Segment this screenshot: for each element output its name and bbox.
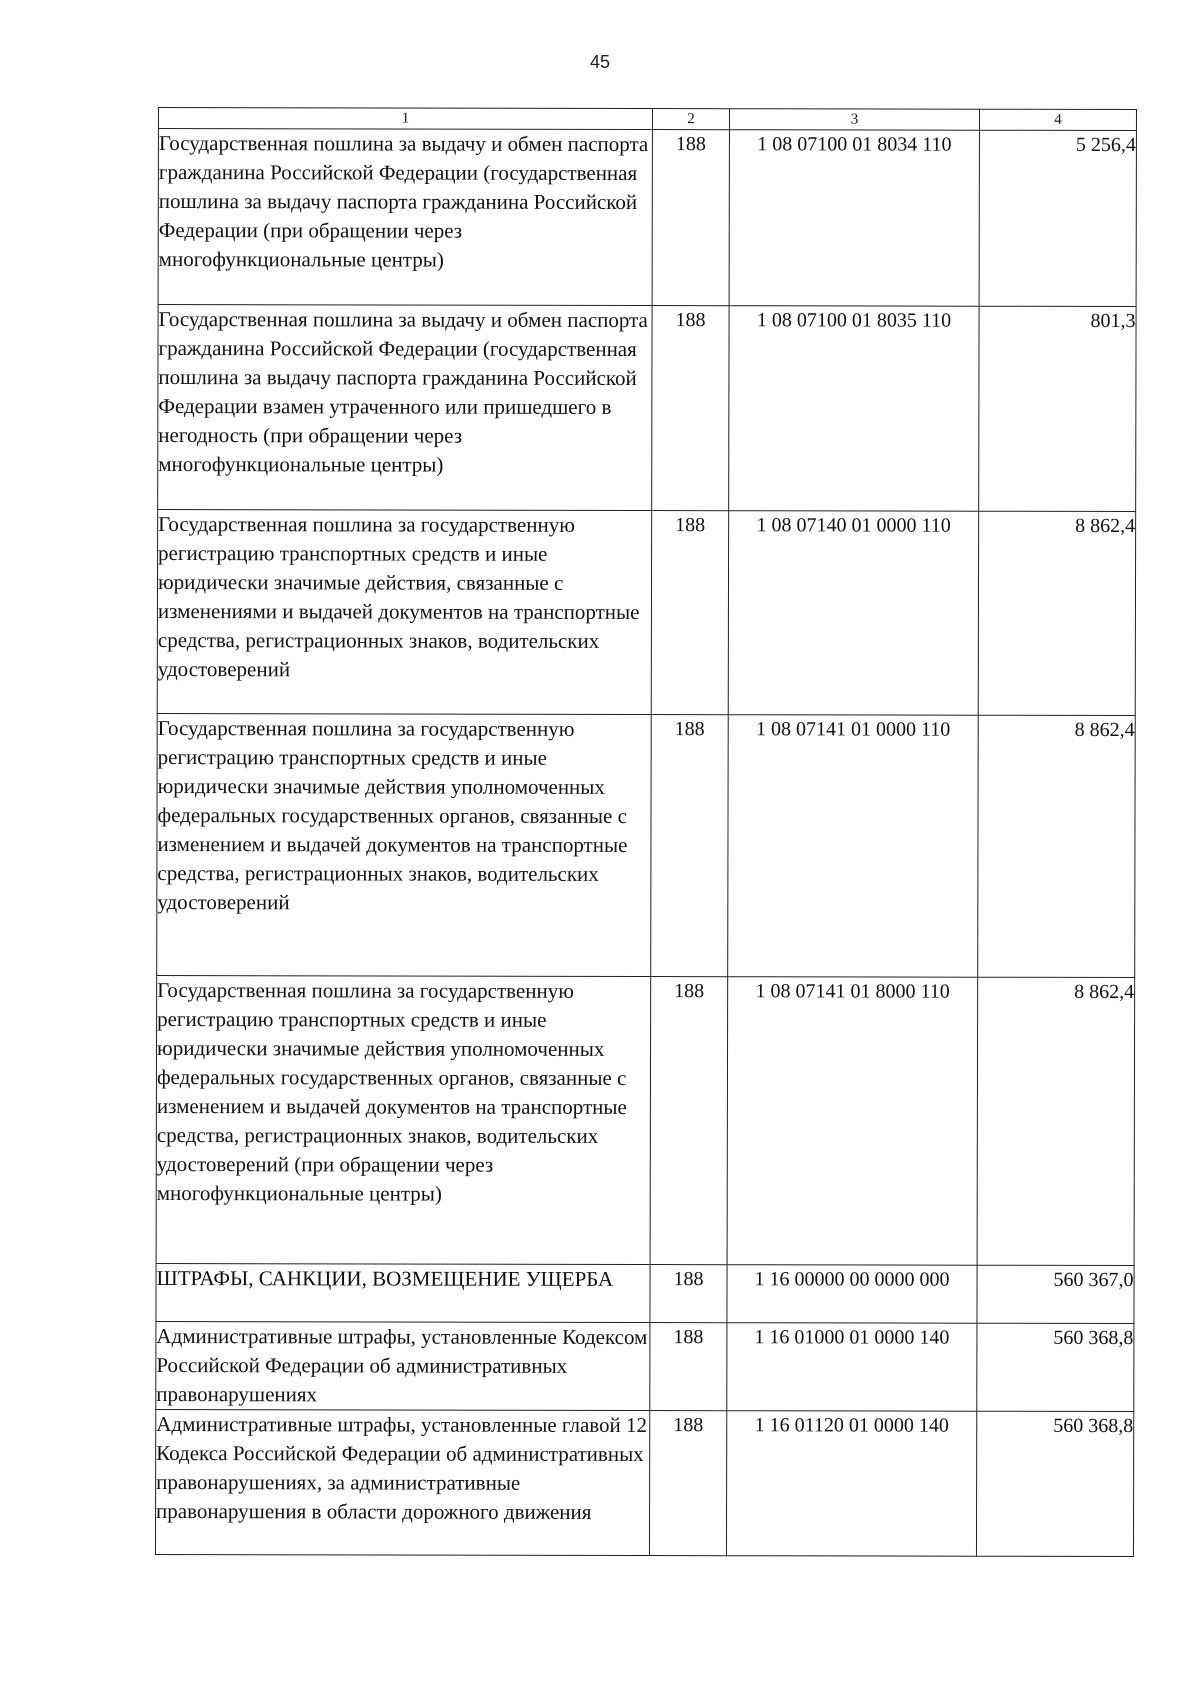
admin-code: 188 [651, 715, 729, 977]
table-row [156, 1321, 1134, 1411]
amount: 5 256,4 [979, 130, 1136, 306]
admin-code: 188 [652, 306, 729, 511]
budget-classification-code: 1 16 01000 01 0000 140 [727, 1323, 977, 1412]
budget-classification-code: 1 08 07141 01 0000 110 [728, 715, 979, 978]
admin-code: 188 [650, 1265, 727, 1323]
budget-revenue-table [155, 107, 1137, 1557]
admin-code: 188 [650, 1323, 727, 1411]
budget-classification-code: 1 08 07100 01 8035 110 [729, 306, 979, 512]
table-row [158, 305, 1136, 512]
revenue-description: Государственная пошлина за выдачу и обмен паспорта гражданина Российской Федерации (государственная пошлина за выдачу паспорта гражданина Российской Федерации (при обращении через многофункциональные центры) [158, 129, 652, 306]
page-number: 45 [589, 52, 611, 72]
budget-classification-code: 1 08 07100 01 8034 110 [729, 130, 979, 307]
column-header-4: 4 [979, 109, 1136, 130]
table-row [157, 510, 1135, 716]
table-header-row [158, 108, 1136, 131]
amount: 560 368,8 [976, 1411, 1133, 1556]
budget-classification-code: 1 08 07140 01 0000 110 [728, 511, 978, 716]
amount: 8 862,4 [978, 715, 1136, 977]
table-row [155, 1409, 1133, 1556]
budget-classification-code: 1 16 00000 00 0000 000 [727, 1265, 977, 1324]
budget-classification-code: 1 08 07141 01 8000 110 [727, 977, 978, 1266]
admin-code: 188 [649, 1411, 726, 1556]
column-header-3: 3 [729, 109, 979, 131]
amount: 560 368,8 [977, 1323, 1134, 1411]
budget-classification-code: 1 16 01120 01 0000 140 [726, 1411, 976, 1557]
revenue-description: Государственная пошлина за выдачу и обмен паспорта гражданина Российской Федерации (государственная пошлина за выдачу паспорта гражданина Российской Федерации взамен утраченного или пришедшего в негодность (при обращении через многофункциональные центры) [158, 305, 652, 511]
revenue-description: ШТРАФЫ, САНКЦИИ, ВОЗМЕЩЕНИЕ УЩЕРБА [156, 1263, 650, 1322]
revenue-description: Административные штрафы, установленные главой 12 Кодекса Российской Федерации об административных правонарушениях, за административные правонарушения в области дорожного движения [155, 1409, 649, 1555]
amount: 560 367,0 [977, 1265, 1134, 1323]
admin-code: 188 [650, 977, 728, 1265]
amount: 801,3 [979, 306, 1136, 511]
column-header-2: 2 [652, 109, 729, 130]
revenue-description: Государственная пошлина за государственную регистрацию транспортных средств и иные юридически значимые действия, связанные с изменениями и выдачей документов на транспортные средства, регистрационных знаков, водительских удостоверений [157, 510, 651, 715]
table-row [158, 129, 1136, 307]
revenue-description: Государственная пошлина за государственную регистрацию транспортных средств и иные юридически значимые действия уполномоченных федеральных государственных органов, связанные с изменением и выдачей документов на транспортные средства, регистрационных знаков, водительских удостоверений [157, 713, 652, 976]
amount: 8 862,4 [977, 977, 1135, 1265]
table-row [156, 1263, 1134, 1323]
column-header-1: 1 [158, 108, 652, 130]
admin-code: 188 [652, 130, 729, 306]
admin-code: 188 [651, 511, 728, 715]
revenue-description: Государственная пошлина за государственную регистрацию транспортных средств и иные юридически значимые действия уполномоченных федеральных государственных органов, связанные с изменением и выдачей документов на транспортные средства, регистрационных знаков, водительских удостоверений (при обращении через многофункциональные центры) [156, 975, 651, 1264]
table-row [156, 975, 1135, 1265]
revenue-description: Административные штрафы, установленные Кодексом Российской Федерации об административных правонарушениях [156, 1321, 650, 1410]
table-row [157, 713, 1136, 977]
amount: 8 862,4 [978, 511, 1135, 715]
